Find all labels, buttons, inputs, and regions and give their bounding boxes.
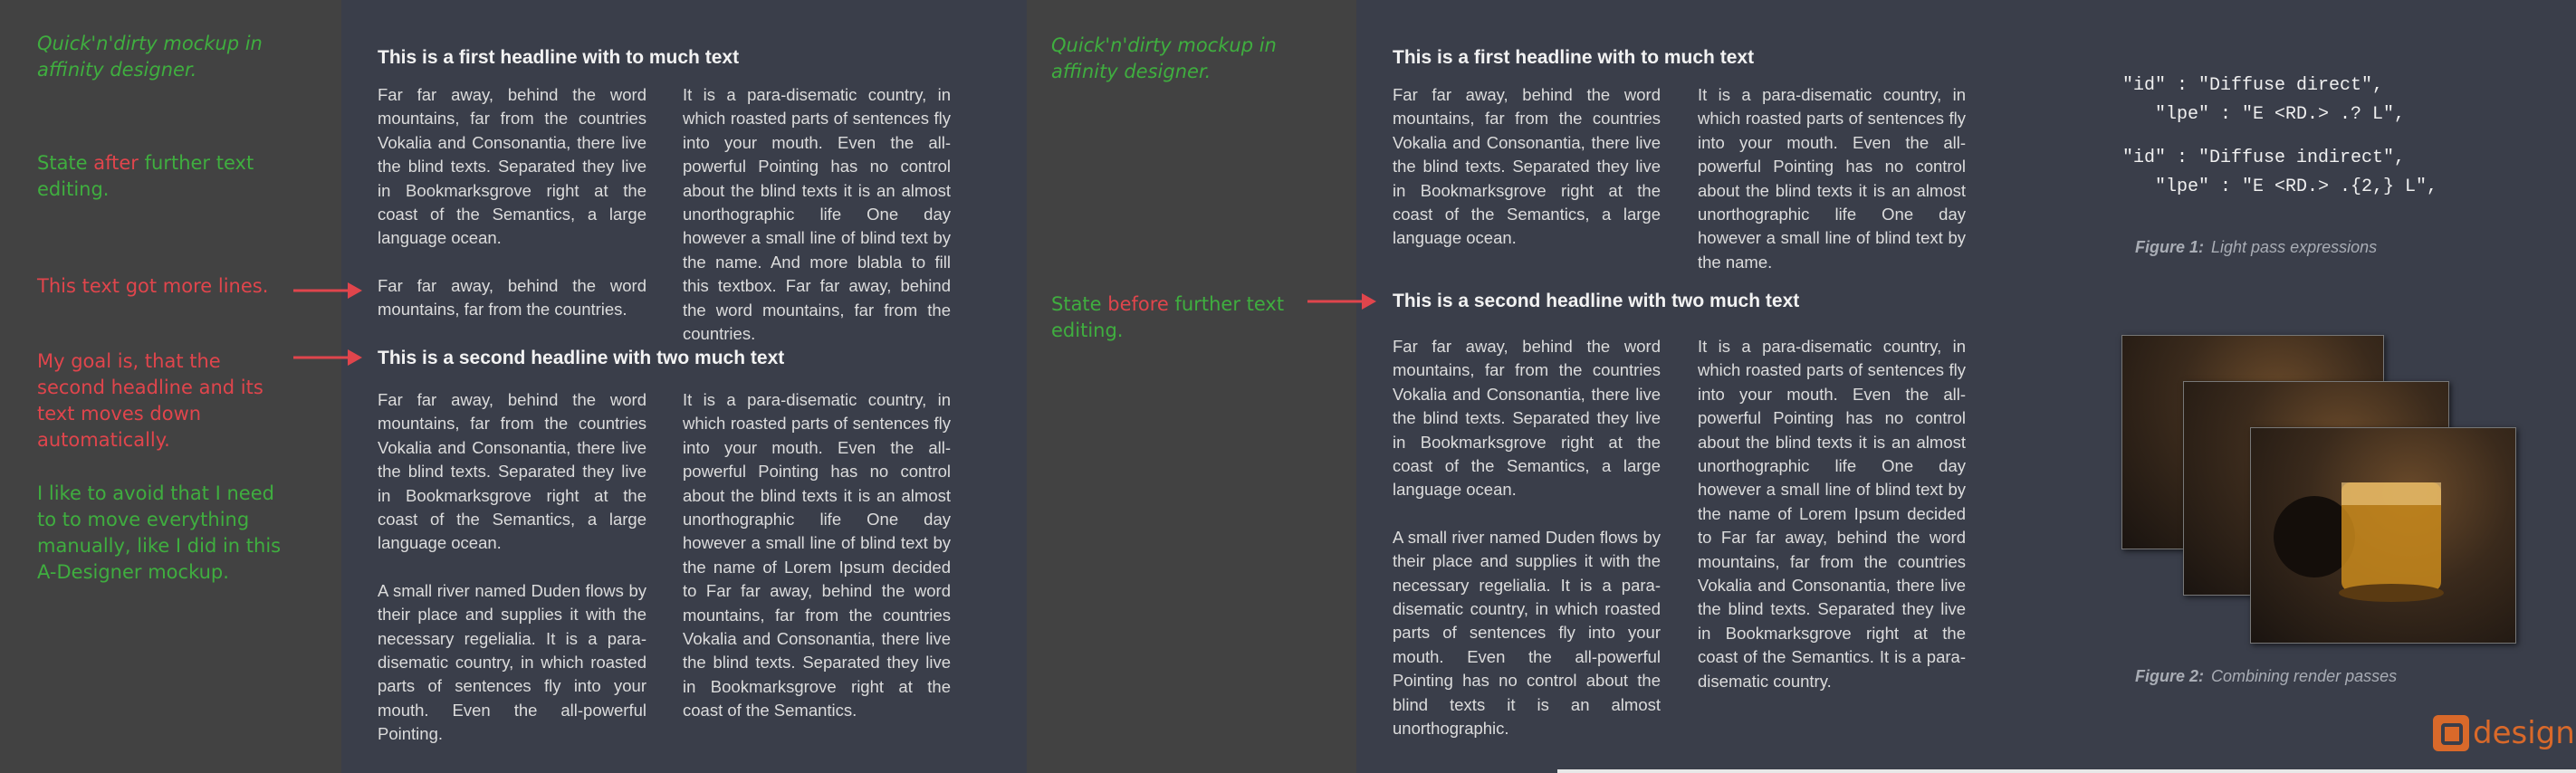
figure1-caption: Figure 1: Light pass expressions: [2135, 238, 2378, 256]
right-mockup-title: Quick'n'dirty mockup in affinity designer.: [1051, 34, 1277, 82]
state-after-highlight: after: [93, 152, 139, 174]
right-col-2: It is a para-disematic country, in which roasted parts of sentences fly into your mouth. Even the all-powerful Pointing has no control about the blind texts it is an almost unorthographic life One day however a small line of blind text by the name.: [1698, 85, 1966, 272]
more-lines-note: This text got more lines.: [37, 275, 269, 297]
left-headline-first: This is a first headline with to much text: [378, 47, 740, 68]
arrow-icon: [1306, 291, 1378, 312]
code-line: "id" : "Diffuse direct",: [2122, 75, 2384, 96]
arrow-icon: [292, 280, 364, 301]
figure2-caption: Figure 2: Combining render passes: [2135, 667, 2398, 685]
right-col-3: Far far away, behind the word mountains, far from the countries Vokalia and Consonantia, there live the blind texts. Separated they live in Bookmarksgrove right at the coast of the Semantics, a large language ocean. A small river named Duden flows by their place and supplies it with the necessary regelialia. It is a para-disematic country, in which roasted parts of sentences fly into your mouth. Even the all-powerful Pointing has no control about the blind texts it is an almost unorthographic.: [1393, 337, 1661, 739]
left-col-1: Far far away, behind the word mountains, far from the countries Vokalia and Consonantia, there live the blind texts. Separated they live in Bookmarksgrove right at the coast of the Semantics, a large language ocean. Far far away, behind the word mountains, far from the countries.: [378, 85, 646, 320]
left-state-note: State after further text editing.: [37, 152, 254, 200]
code-line: "lpe" : "E <RD.> .{2,} L",: [2122, 177, 2438, 197]
logo-text: design: [2473, 715, 2575, 751]
whisky-glass-icon: [2251, 428, 2515, 643]
right-state-note: State before further text editing.: [1051, 293, 1285, 341]
arrow-icon: [292, 347, 364, 368]
left-headline-second: This is a second headline with two much text: [378, 348, 785, 368]
right-notes-panel: [1027, 0, 1356, 773]
goal-note: My goal is, that the second headline and its text moves down automatically.: [37, 350, 263, 451]
right-headline-first: This is a first headline with to much text: [1393, 47, 1755, 68]
code-line: "id" : "Diffuse indirect",: [2122, 148, 2406, 168]
divider: [1557, 769, 2576, 773]
left-col-4: It is a para-disematic country, in which roasted parts of sentences fly into your mouth. Even the all-powerful Pointing has no control about the blind texts it is an almost unorthographic life One day however a small line of blind text by the name of Lorem Ipsum decided to Far far away, behind the word mountains, far from the countries Vokalia and Consonantia, there live the blind texts. Separated they live in Bookmarksgrove right at the coast of the Semantics.: [683, 390, 951, 721]
right-headline-second: This is a second headline with two much text: [1393, 291, 1800, 311]
logo-icon: [2433, 715, 2469, 751]
left-mockup-title: Quick'n'dirty mockup in affinity designer.: [37, 33, 263, 81]
left-col-2: It is a para-disematic country, in which roasted parts of sentences fly into your mouth. Even the all-powerful Pointing has no control about the blind texts it is an almost unorthographic life One day however a small line of blind text by the name. And more blabla to fill this textbox. Far far away, behind the word mountains, far from the countries.: [683, 85, 951, 344]
left-col-3: Far far away, behind the word mountains, far from the countries Vokalia and Consonantia, there live the blind texts. Separated they live in Bookmarksgrove right at the coast of the Semantics, a large language ocean. A small river named Duden flows by their place and supplies it with the necessary regelialia. It is a para-disematic country, in which roasted parts of sentences fly into your mouth. Even the all-powerful Pointing.: [378, 390, 646, 744]
avoid-note: I like to avoid that I need to to move everything manually, like I did in this A-Designer mockup.: [37, 482, 282, 583]
code-line: "lpe" : "E <RD.> .? L",: [2122, 104, 2406, 125]
right-col-1: Far far away, behind the word mountains, far from the countries Vokalia and Consonantia, there live the blind texts. Separated they live in Bookmarksgrove right at the coast of the Semantics, a large language ocean.: [1393, 85, 1661, 248]
logo: [2433, 715, 2575, 751]
state-before-highlight: before: [1107, 293, 1169, 315]
render-image-3: [2250, 427, 2516, 644]
right-col-4: It is a para-disematic country, in which roasted parts of sentences fly into your mouth. Even the all-powerful Pointing has no control about the blind texts it is an almost unorthographic life One day however a small line of blind text by the name of Lorem Ipsum decided to Far far away, behind the word mountains, far from the countries Vokalia and Consonantia, there live the blind texts. Separated they live in Bookmarksgrove right at the coast of the Semantics. It is a para-disematic country.: [1698, 337, 1966, 691]
